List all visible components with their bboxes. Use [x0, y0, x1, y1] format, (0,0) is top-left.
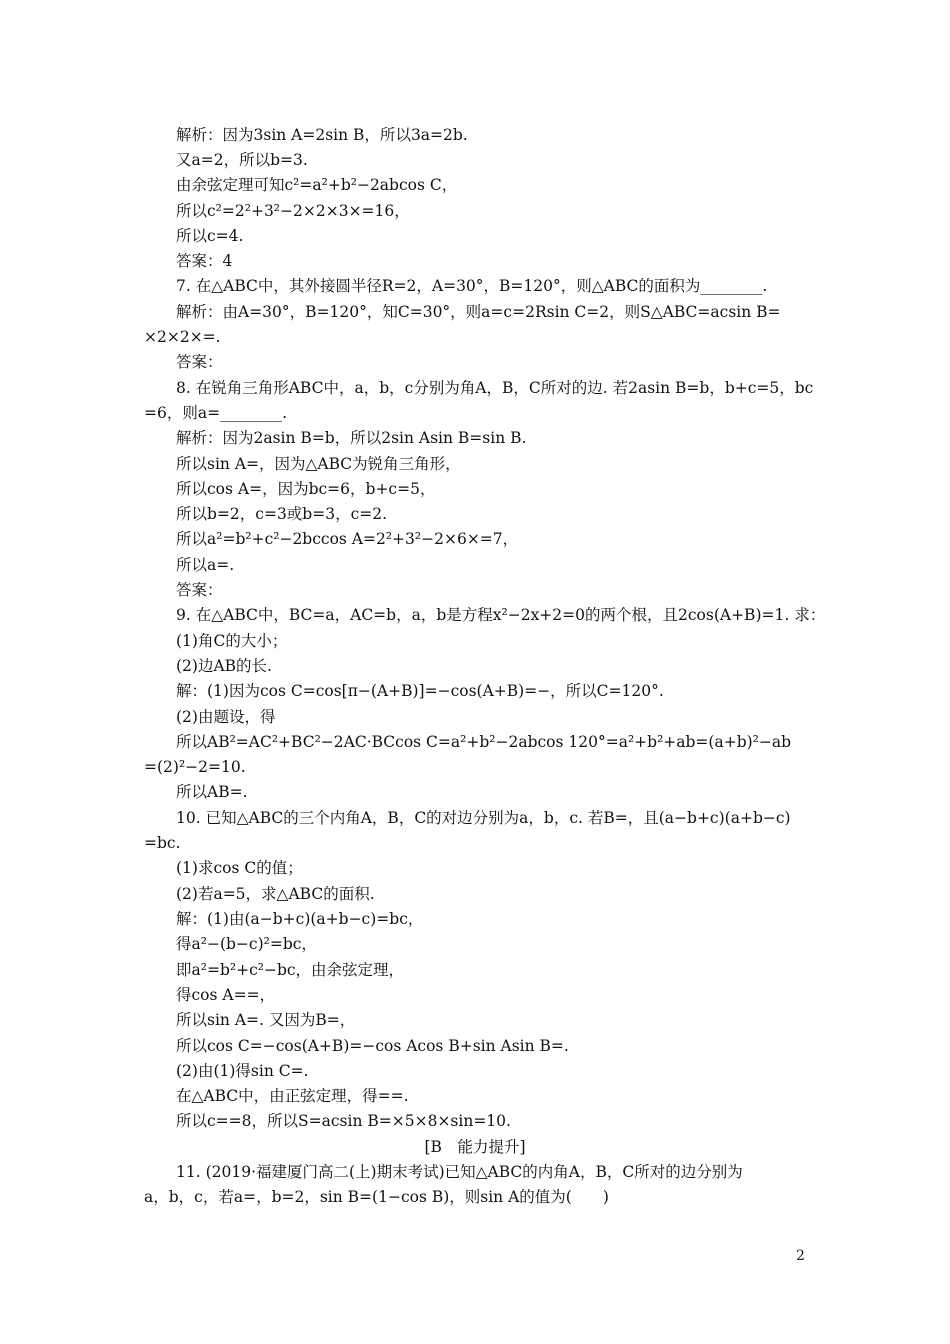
text-line: 解析：由A=30°，B=120°，知C=30°，则a=c=2Rsin C=2，则S△ABC=acsin B=: [176, 303, 781, 321]
text-line: 所以c²=2²+3²−2×2×3×=16，: [176, 202, 410, 220]
text-line: 解析：因为3sin A=2sin B，所以3a=2b.: [176, 126, 468, 144]
text-line: 所以a=.: [176, 556, 235, 574]
text-line: 由余弦定理可知c²=a²+b²−2abcos C，: [176, 176, 458, 194]
text-line: 所以sin A=. 又因为B=，: [176, 1011, 356, 1029]
text-line: 得a²−(b−c)²=bc，: [176, 935, 317, 953]
text-line: =bc.: [144, 834, 181, 852]
text-line: a，b，c，若a=，b=2，sin B=(1−cos B)，则sin A的值为( ): [144, 1188, 609, 1206]
text-line: 又a=2，所以b=3.: [176, 151, 308, 169]
text-line: (1)角C的大小；: [176, 632, 288, 650]
text-line: (2)边AB的长.: [176, 657, 272, 675]
text-line: 解：(1)由(a−b+c)(a+b−c)=bc，: [176, 910, 424, 928]
text-line: 即a²=b²+c²−bc，由余弦定理，: [176, 961, 405, 979]
text-line: (2)由(1)得sin C=.: [176, 1062, 309, 1080]
text-line: 11. (2019·福建厦门高二(上)期末考试)已知△ABC的内角A，B，C所对的边分别为: [176, 1163, 743, 1181]
text-line: (2)由题设，得: [176, 708, 276, 726]
text-line: 所以AB=.: [176, 783, 248, 801]
text-line: 所以c=4.: [176, 227, 244, 245]
page-number: 2: [796, 1248, 805, 1264]
text-line: 解析：因为2asin B=b，所以2sin Asin B=sin B.: [176, 429, 527, 447]
text-line: 9. 在△ABC中，BC=a，AC=b，a，b是方程x²−2x+2=0的两个根，且2cos(A+B)=1. 求：: [176, 606, 826, 624]
text-line: (2)若a=5，求△ABC的面积.: [176, 885, 375, 903]
text-line: 解：(1)因为cos C=cos[π−(A+B)]=−cos(A+B)=−，所以C=120°.: [176, 682, 664, 700]
text-line: 所以AB²=AC²+BC²−2AC·BCcos C=a²+b²−2abcos 120°=a²+b²+ab=(a+b)²−ab: [176, 733, 792, 751]
text-line: =(2)²−2=10.: [144, 758, 246, 776]
text-line: 10. 已知△ABC的三个内角A，B，C的对边分别为a，b，c. 若B=，且(a−b+c)(a+b−c): [176, 809, 791, 827]
section-heading: [B 能力提升]: [424, 1138, 526, 1156]
text-line: 所以sin A=，因为△ABC为锐角三角形，: [176, 455, 461, 473]
text-line: 所以cos C=−cos(A+B)=−cos Acos B+sin Asin B=.: [176, 1037, 569, 1055]
text-line: 所以a²=b²+c²−2bccos A=2²+3²−2×6×=7，: [176, 530, 519, 548]
text-line: 答案：: [176, 581, 223, 599]
text-line: 8. 在锐角三角形ABC中，a，b，c分别为角A，B，C所对的边. 若2asin B=b，b+c=5，bc: [176, 379, 814, 397]
text-line: 答案：: [176, 353, 223, 371]
text-line: 所以cos A=，因为bc=6，b+c=5，: [176, 480, 436, 498]
text-line: (1)求cos C的值；: [176, 859, 303, 877]
text-line: 7. 在△ABC中，其外接圆半径R=2，A=30°，B=120°，则△ABC的面积为________.: [176, 277, 768, 295]
text-line: 答案：4: [176, 252, 233, 270]
text-line: 得cos A==，: [176, 986, 276, 1004]
text-line: ×2×2×=.: [144, 328, 221, 346]
text-line: 所以b=2，c=3或b=3，c=2.: [176, 505, 388, 523]
text-line: 在△ABC中，由正弦定理，得==.: [176, 1087, 409, 1105]
text-line: =6，则a=________.: [144, 404, 288, 422]
text-line: 所以c==8，所以S=acsin B=×5×8×sin=10.: [176, 1112, 511, 1130]
